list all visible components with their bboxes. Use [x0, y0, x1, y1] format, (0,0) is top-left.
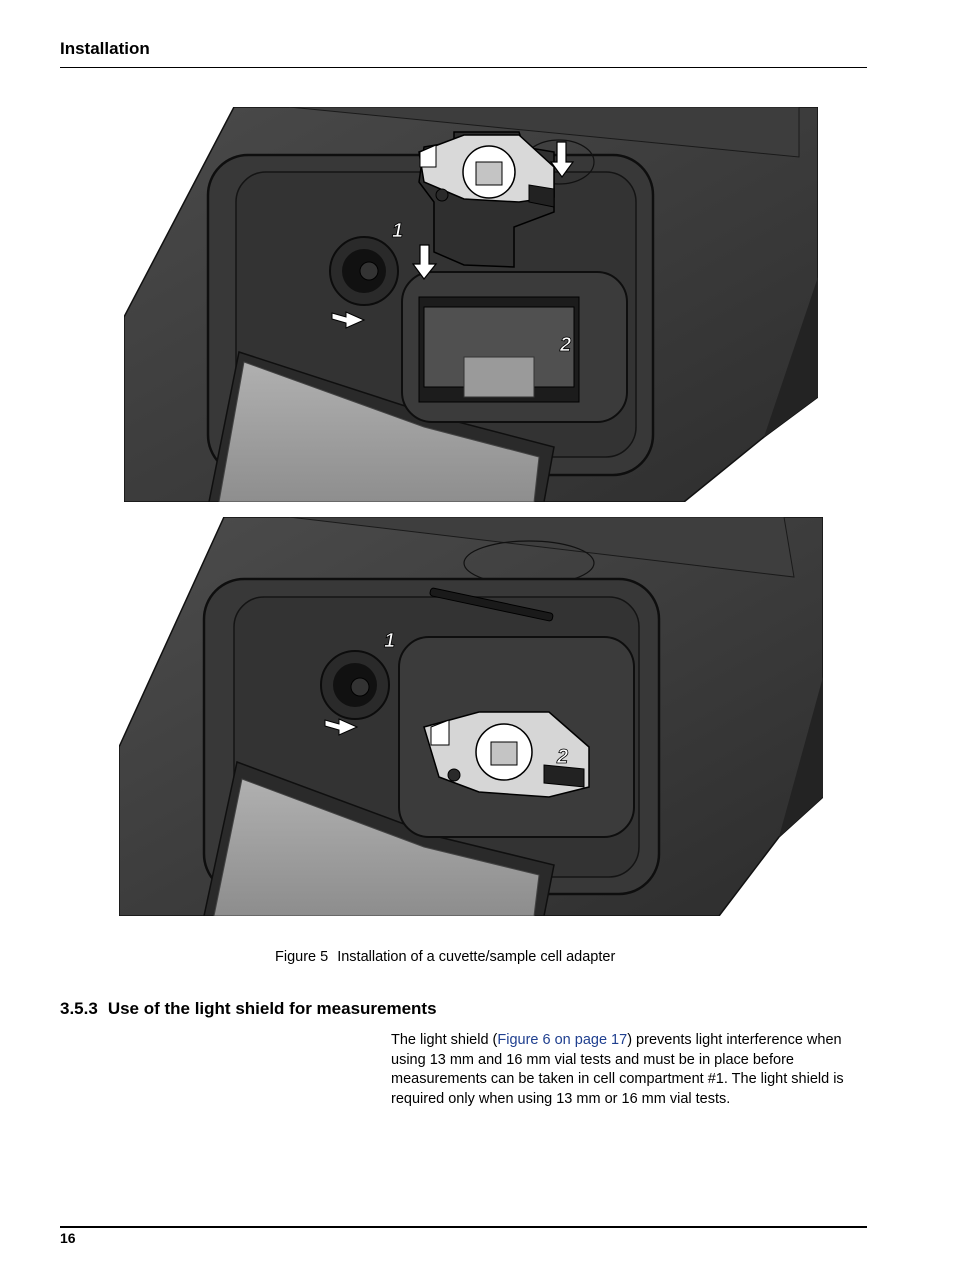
body-paragraph	[391, 1031, 869, 1109]
section-heading	[60, 999, 437, 1019]
instrument-illustration-top	[124, 107, 818, 502]
callout-2-bottom: 2	[557, 746, 569, 768]
body-text-before: The light shield (	[391, 1032, 498, 1048]
figure-caption-text: Installation of a cuvette/sample cell adapter	[337, 949, 616, 965]
figure-panel-adapter-installed	[119, 517, 823, 916]
page-number: 16	[60, 1230, 76, 1246]
instrument-illustration-bottom	[119, 517, 823, 916]
section-title: Use of the light shield for measurements	[107, 999, 437, 1018]
figure-caption	[275, 949, 615, 965]
section-number: 3.5.3	[60, 999, 98, 1018]
figure-cross-reference-link[interactable]: Figure 6 on page 17	[497, 1032, 628, 1048]
callout-1-top: 1	[392, 220, 404, 242]
body-text-after: ) prevents light interference when using 13 mm and 16 mm vial tests and must be in place before measurements can be taken in cell compartment #1. The light shield is required only when using 13 mm or 16 mm vial tests.	[391, 1032, 844, 1107]
footer-rule	[60, 1226, 867, 1228]
header-rule	[60, 67, 867, 68]
callout-2-top: 2	[560, 334, 572, 356]
running-header: Installation	[60, 39, 150, 58]
figure-panel-insert-adapter	[124, 107, 818, 502]
figure-caption-number: Figure 5	[275, 949, 329, 965]
callout-1-bottom: 1	[384, 630, 396, 652]
